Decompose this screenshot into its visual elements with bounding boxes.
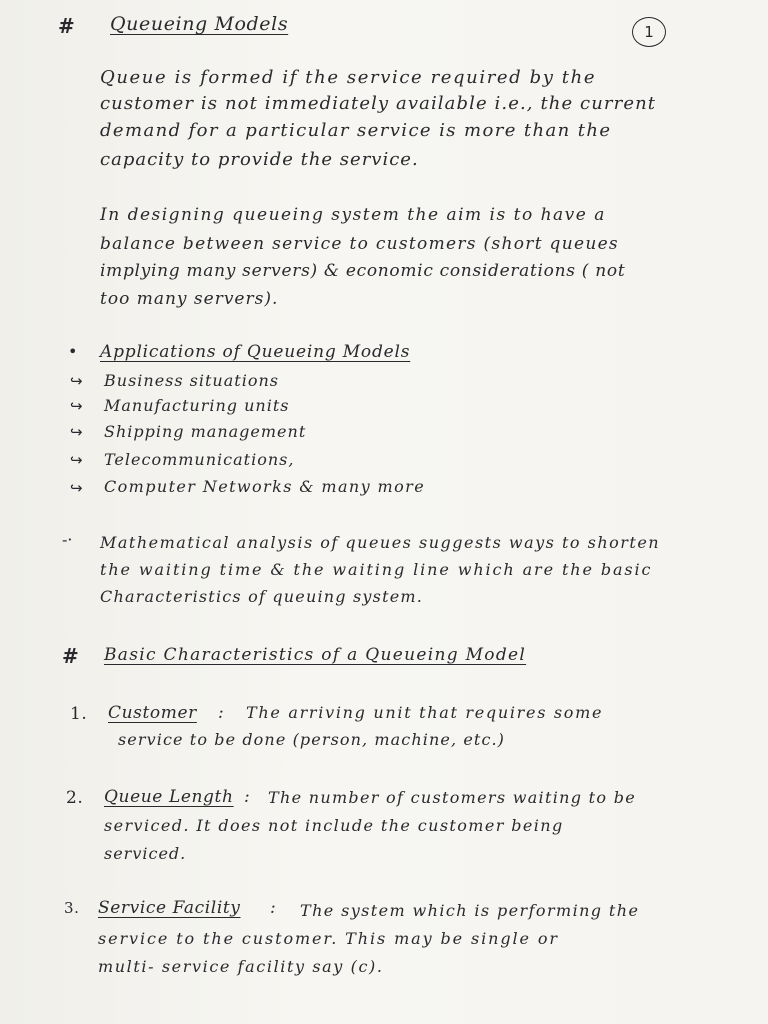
analysis-line-3: Characteristics of queuing system.	[100, 587, 424, 606]
intro-line-1: Queue is formed if the service required by the	[100, 67, 597, 88]
term-customer: Customer	[108, 703, 197, 723]
term-separator: :	[218, 703, 225, 723]
design-line-3: implying many servers) & economic considerations ( not	[100, 261, 626, 281]
hash-mark: #	[58, 14, 75, 38]
application-item-5: Computer Networks & many more	[104, 477, 426, 496]
application-item-3: Shipping management	[104, 422, 307, 441]
page-title: Queueing Models	[110, 13, 289, 35]
queue-length-line-1: The number of customers waiting to be	[268, 788, 637, 807]
queue-length-line-3: serviced.	[104, 844, 187, 863]
design-line-2: balance between service to customers (short queues	[100, 234, 619, 254]
arrow-icon: ↪	[70, 479, 83, 497]
arrow-icon: ↪	[70, 451, 83, 469]
item-number: 1.	[70, 704, 88, 724]
arrow-icon: ↪	[70, 397, 83, 415]
service-facility-line-3: multi- service facility say (c).	[98, 957, 384, 976]
intro-line-2: customer is not immediately available i.e., the current	[100, 93, 657, 114]
application-item-4: Telecommunications,	[104, 450, 295, 469]
term-separator: :	[270, 898, 277, 918]
arrow-icon: ↪	[70, 372, 83, 390]
hash-mark: #	[62, 644, 79, 668]
application-item-1: Business situations	[104, 371, 279, 390]
intro-line-3: demand for a particular service is more than the	[100, 120, 612, 141]
page-number: 1	[632, 17, 666, 47]
design-line-4: too many servers).	[100, 289, 279, 309]
applications-heading: Applications of Queueing Models	[100, 342, 411, 362]
service-facility-line-1: The system which is performing the	[300, 901, 640, 920]
term-service-facility: Service Facility	[98, 898, 241, 918]
analysis-line-2: the waiting time & the waiting line which are the basic	[100, 560, 653, 579]
design-line-1: In designing queueing system the aim is to have a	[100, 205, 606, 225]
characteristics-heading: Basic Characteristics of a Queueing Model	[104, 645, 527, 665]
term-queue-length: Queue Length	[104, 787, 234, 807]
bullet-dot: •	[68, 342, 78, 361]
term-separator: :	[244, 787, 251, 807]
service-facility-line-2: service to the customer. This may be single or	[98, 929, 559, 948]
item-number: 2.	[66, 788, 84, 808]
bullet-dot: -·	[62, 530, 73, 549]
customer-line-2: service to be done (person, machine, etc.)	[118, 730, 506, 749]
queue-length-line-2: serviced. It does not include the customer being	[104, 816, 564, 835]
item-number: 3.	[64, 899, 80, 917]
intro-line-4: capacity to provide the service.	[100, 149, 419, 170]
application-item-2: Manufacturing units	[104, 396, 290, 415]
arrow-icon: ↪	[70, 423, 83, 441]
customer-line-1: The arriving unit that requires some	[246, 703, 604, 722]
analysis-line-1: Mathematical analysis of queues suggests ways to shorten	[100, 533, 661, 552]
